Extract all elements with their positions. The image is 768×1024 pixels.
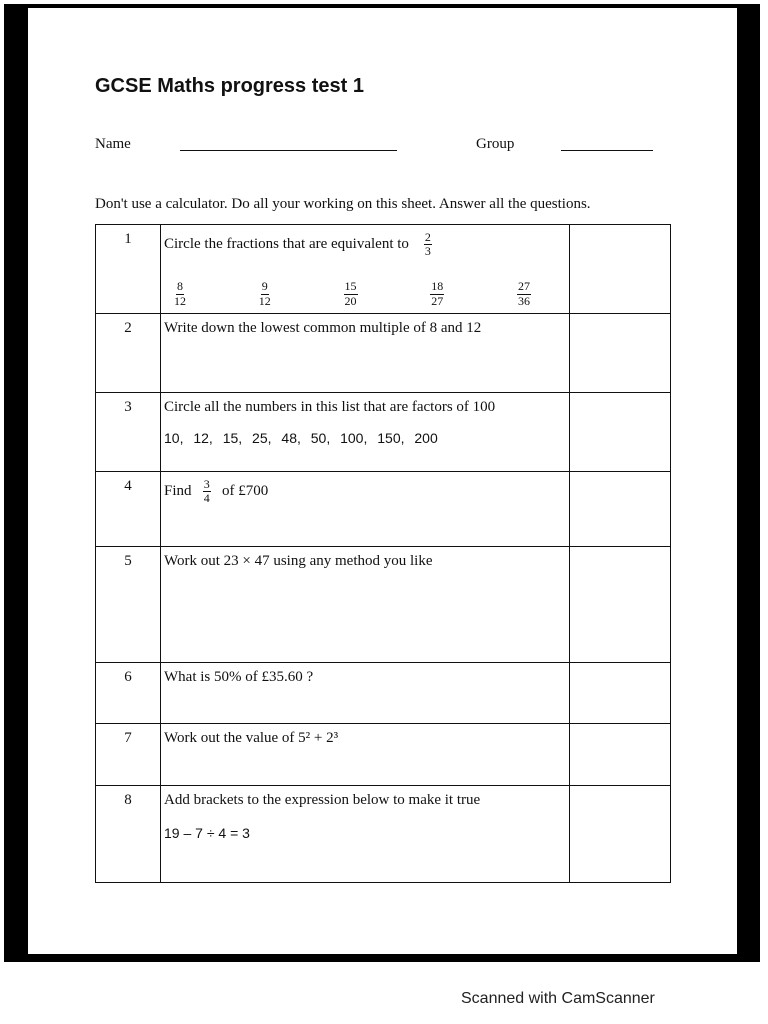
question-row-6 bbox=[96, 663, 671, 724]
fraction-option[interactable]: $\frac{8}{12}$ bbox=[174, 279, 186, 308]
question-number: 7 bbox=[96, 724, 161, 786]
name-label: Name bbox=[95, 136, 131, 152]
question-text: Find bbox=[164, 483, 192, 500]
answer-box[interactable] bbox=[570, 724, 671, 786]
question-text: Circle the fractions that are equivalent to bbox=[164, 236, 409, 253]
fraction-option[interactable]: $\frac{27}{36}$ bbox=[518, 279, 530, 308]
answer-box[interactable] bbox=[570, 393, 671, 472]
question-text: Circle all the numbers in this list that are factors of 100 bbox=[164, 399, 496, 415]
answer-box[interactable] bbox=[570, 547, 671, 663]
page-title: GCSE Maths progress test 1 bbox=[95, 75, 364, 97]
fraction-options bbox=[164, 280, 569, 307]
group-label: Group bbox=[476, 136, 515, 152]
question-row-8 bbox=[96, 786, 671, 883]
question-text: Work out the value of 5² + 2³ bbox=[161, 724, 570, 786]
fraction-option[interactable]: $\frac{9}{12}$ bbox=[258, 279, 271, 308]
answer-box[interactable] bbox=[570, 786, 671, 883]
question-body bbox=[161, 786, 570, 883]
question-text: Work out 23 × 47 using any method you like bbox=[161, 547, 570, 663]
question-number: 3 bbox=[96, 393, 161, 472]
scanner-watermark: Scanned with CamScanner bbox=[461, 990, 655, 1007]
name-blank-line bbox=[180, 150, 397, 151]
answer-box[interactable] bbox=[570, 663, 671, 724]
question-row-1 bbox=[96, 225, 671, 314]
question-text: What is 50% of £35.60 ? bbox=[161, 663, 570, 724]
question-text: Add brackets to the expression below to make it true bbox=[164, 792, 481, 808]
questions-table bbox=[95, 224, 671, 883]
answer-box[interactable] bbox=[570, 472, 671, 547]
question-body bbox=[161, 225, 570, 314]
question-number: 2 bbox=[96, 314, 161, 393]
question-row-2 bbox=[96, 314, 671, 393]
answer-box[interactable] bbox=[570, 225, 671, 314]
group-blank-line bbox=[561, 150, 653, 151]
number-list[interactable]: 10, 12, 15, 25, 48, 50, 100, 150, 200 bbox=[164, 430, 438, 446]
instructions: Don't use a calculator. Do all your working on this sheet. Answer all the questions. bbox=[95, 196, 591, 212]
answer-box[interactable] bbox=[570, 314, 671, 393]
question-text: of £700 bbox=[222, 483, 269, 500]
question-text: Write down the lowest common multiple of 8 and 12 bbox=[161, 314, 570, 393]
target-fraction: $\frac{2}{3}$ bbox=[424, 230, 431, 259]
question-row-7 bbox=[96, 724, 671, 786]
question-row-3 bbox=[96, 393, 671, 472]
fraction: $\frac{3}{4}$ bbox=[203, 477, 210, 506]
question-body bbox=[161, 393, 570, 472]
question-number: 4 bbox=[96, 472, 161, 547]
question-body bbox=[161, 472, 570, 547]
fraction-option[interactable]: $\frac{18}{27}$ bbox=[431, 279, 444, 308]
question-row-4 bbox=[96, 472, 671, 547]
question-number: 8 bbox=[96, 786, 161, 883]
question-row-5 bbox=[96, 547, 671, 663]
question-number: 5 bbox=[96, 547, 161, 663]
question-number: 6 bbox=[96, 663, 161, 724]
expression: 19 – 7 ÷ 4 = 3 bbox=[164, 825, 250, 841]
fraction-option[interactable]: $\frac{15}{20}$ bbox=[344, 279, 357, 308]
question-number: 1 bbox=[96, 225, 161, 314]
